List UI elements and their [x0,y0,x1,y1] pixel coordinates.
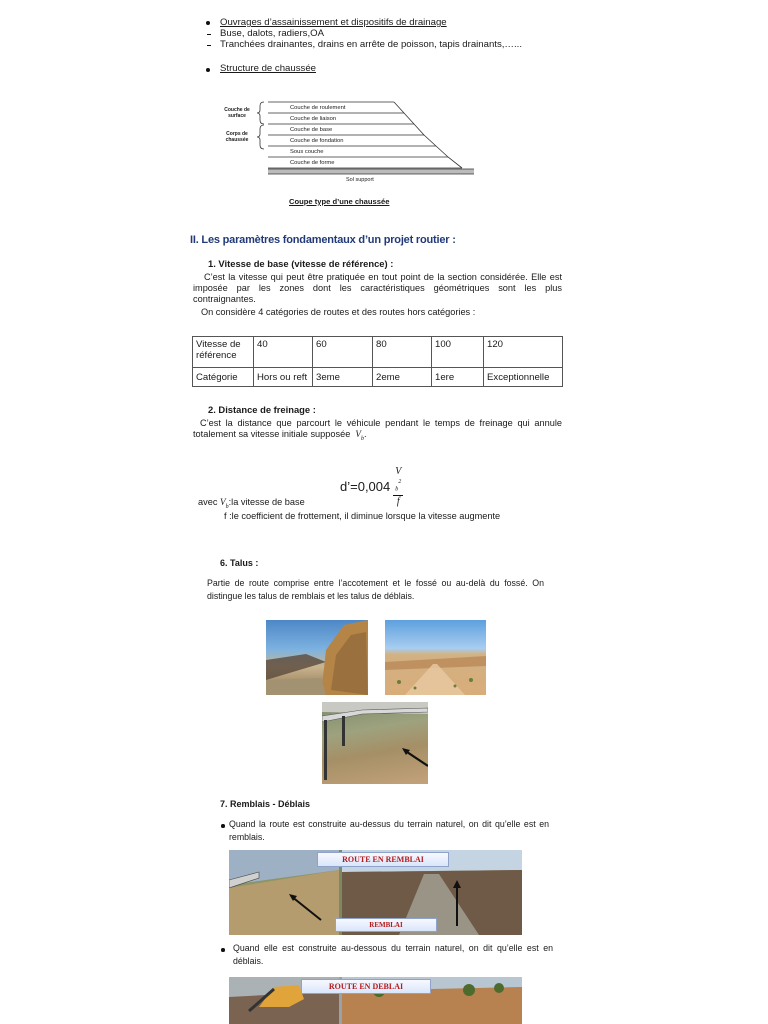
table-cell: Catégorie [193,368,254,387]
bullet-icon [221,824,225,828]
layer-label: Couche de liaison [290,116,337,122]
route-en-deblai-banner: ROUTE EN DEBLAI [301,979,431,994]
table-cell: 120 [484,337,563,368]
structure-title: Structure de chaussée [220,63,316,74]
deblai-photo [229,977,522,1024]
ground-label: Sol support [346,177,374,183]
route-en-remblai-banner: ROUTE EN REMBLAI [317,852,449,867]
label-couche-surface: Couche de surface [224,107,250,119]
formula-num-letter: V [395,466,402,477]
bullet-icon [221,948,225,952]
bullet-icon [206,68,210,72]
remblai-photo [229,850,522,935]
table-cell: 80 [373,337,432,368]
table-row [193,368,563,387]
layer-label: Couche de roulement [290,105,346,111]
s6-paragraph: Partie de route comprise entre l’accotement et le fossé ou au-delà du fossé. On distingue les talus de remblais et les talus de déblais. [207,578,544,601]
table-cell: 2eme [373,368,432,387]
dash-icon [207,34,211,35]
diagram-caption: Coupe type d’une chaussée [289,197,390,206]
table-cell: 3eme [313,368,373,387]
formula-lhs: d’=0,004 [340,479,391,495]
remblai-banner: REMBLAI [335,918,437,932]
s2-paragraph-text: C’est la distance que parcourt le véhicule pendant le temps de freinage qui annule totalement sa vitesse initiale supposée [193,418,562,439]
dash-icon [207,45,211,46]
talus-photo-guardrail-shapes [322,702,428,784]
speed-category-table [192,336,563,387]
table-cell: Hors ou reft [254,368,313,387]
talus-photo-guardrail [322,702,428,784]
table-row [193,337,563,368]
avec-prefix: avec [198,497,218,507]
avec-text: :la vitesse de base [228,497,305,507]
talus-photo-rock-cut [266,620,368,695]
s2-title: 2. Distance de freinage : [208,404,316,415]
layer-label: Couche de base [290,127,333,133]
s1-paragraph: C’est la vitesse qui peut être pratiquée en tout point de la section considérée. Elle est imposée par les zones dont les caractéristiques géométriques sont les plus contraignantes. [193,272,562,304]
vb-letter: V [355,429,362,439]
talus-photo-embankment [385,620,486,695]
s7-bullet-1: Quand la route est construite au-dessus du terrain naturel, on dit qu’elle est en remblais. [229,819,549,842]
label-corps-chaussee: Corps de chaussée [225,131,249,143]
pavement-diagram-lines [218,98,480,188]
s2-paragraph: C’est la distance que parcourt le véhicule pendant le temps de freinage qui annule totalement sa vitesse initiale supposée $V_b$. [193,418,562,442]
table-cell: 60 [313,337,373,368]
drainage-item-2: Tranchées drainantes, drains en arrête de poisson, tapis drainants,…... [220,39,523,50]
pavement-diagram [218,98,480,188]
drainage-title: Ouvrages d’assainissement et dispositifs de drainage [220,17,447,28]
s7-bullet-2: Quand elle est construite au-dessous du terrain naturel, on dit qu’elle est en déblais. [233,943,553,966]
table-cell: Vitesse de référence [193,337,254,368]
s7-title: 7. Remblais - Déblais [220,799,311,809]
formula-fraction [393,466,403,507]
talus-photo-rock-cut-shapes [266,620,368,695]
s1-title: 1. Vitesse de base (vitesse de référence) : [208,258,394,269]
braking-formula [340,466,403,507]
drainage-item-1: Buse, dalots, radiers,OA [220,28,324,39]
vb-letter: V [219,497,226,507]
bullet-icon [206,21,210,25]
layer-label: Couche de forme [290,160,335,166]
layer-label: Sous couche [290,149,324,155]
vb-symbol [355,429,365,442]
table-cell: 1ere [432,368,484,387]
table-cell: Exceptionnelle [484,368,563,387]
section-ii-heading: II. Les paramètres fondamentaux d’un projet routier : [190,234,456,246]
table-cell: 40 [254,337,313,368]
vb-subscript: b [361,435,365,442]
s1-paragraph-2: On considère 4 catégories de routes et des routes hors catégories : [201,307,476,317]
formula-denominator: f [396,496,400,508]
table-cell: 100 [432,337,484,368]
formula-numerator [393,466,403,496]
talus-photo-embankment-shapes [385,620,486,695]
vb-symbol [219,497,229,510]
formula-num-sub: b [395,486,399,493]
f-line: f :le coefficient de frottement, il diminue lorsque la vitesse augmente [224,511,501,521]
s6-title: 6. Talus : [220,558,259,568]
formula-num-sup: 2 [398,479,402,485]
vb-subscript: b [225,503,229,510]
layer-label: Couche de fondation [290,138,344,144]
